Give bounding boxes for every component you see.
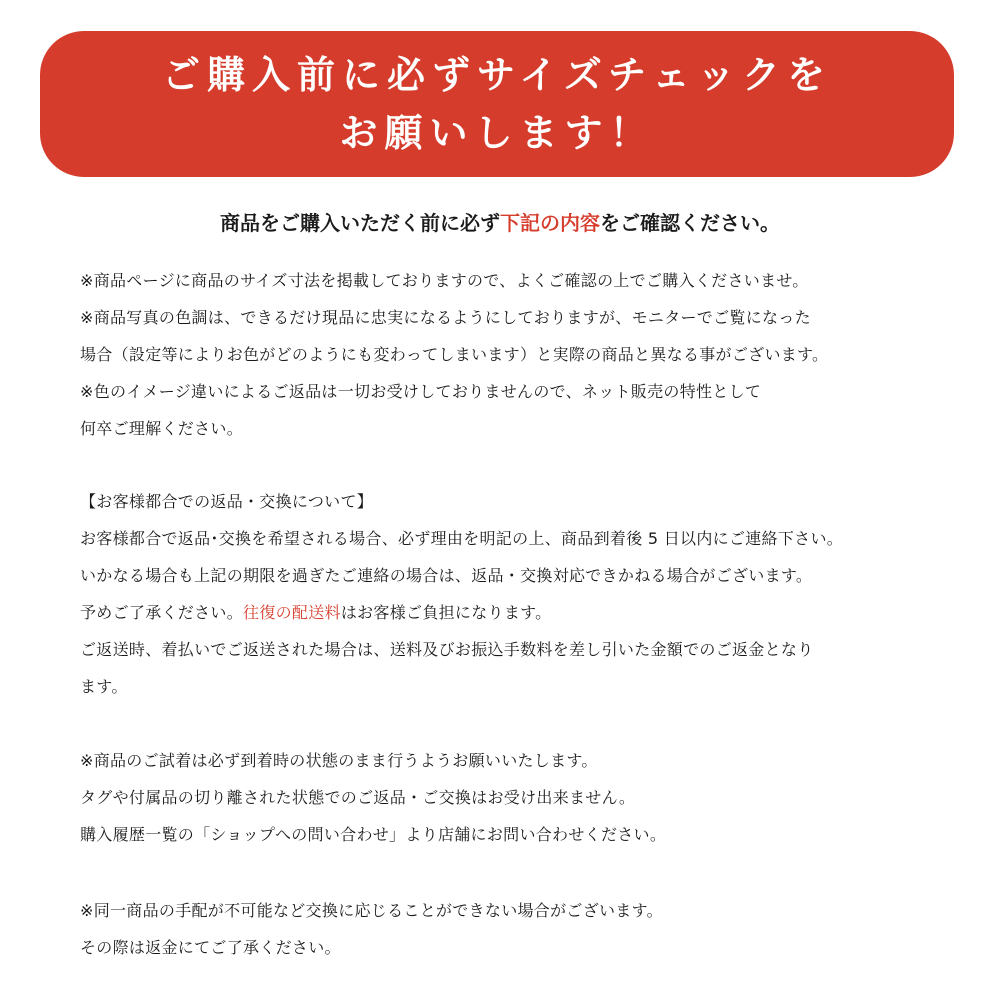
returns-line: お客様都合で返品･交換を希望される場合、必ず理由を明記の上、商品到着後 5 日以内にご連絡下さい。 <box>80 529 844 548</box>
lead-highlight: 下記の内容 <box>500 211 600 235</box>
returns-line: ます。 <box>80 677 128 696</box>
notes-line: 場合（設定等によりお色がどのようにも変わってしまいます）と実際の商品と異なる事がございます。 <box>80 345 829 364</box>
notes-line: ※商品写真の色調は、できるだけ現品に忠実になるようにしておりますが、モニターでご覧になった <box>80 308 811 327</box>
notes-line: ※商品ページに商品のサイズ寸法を掲載しておりますので、よくご確認の上でご購入くださいませ。 <box>80 271 809 290</box>
lead-text-before: 商品をご購入いただく前に必ず <box>220 211 500 235</box>
returns-text-after: はお客様ご負担になります。 <box>340 603 552 622</box>
banner-title-line-1: ご購入前に必ずサイズチェックを <box>161 53 833 97</box>
notes-line: 何卒ご理解ください。 <box>80 419 244 438</box>
notes-line: ※色のイメージ違いによるご返品は一切お受けしておりませんので、ネット販売の特性として <box>80 382 762 401</box>
trial-line: 購入履歴一覧の「ショップへの問い合わせ」より店舗にお問い合わせください。 <box>80 825 667 844</box>
returns-line: ご返送時、着払いでご返送された場合は、送料及びお振込手数料を差し引いた金額でのご返金となり <box>80 640 814 659</box>
returns-section <box>80 483 960 705</box>
exchange-section <box>80 892 960 966</box>
banner-title-line-2: お願いします！ <box>339 111 655 155</box>
trial-line: ※商品のご試着は必ず到着時の状態のまま行うようお願いいたします。 <box>80 751 598 770</box>
returns-line <box>80 594 960 631</box>
trial-line: タグや付属品の切り離された状態でのご返品・ご交換はお受け出来ません。 <box>80 788 636 807</box>
notes-section <box>80 262 960 447</box>
returns-line: いかなる場合も上記の期限を過ぎたご連絡の場合は、返品・交換対応できかねる場合がございます。 <box>80 566 813 585</box>
trial-section <box>80 742 960 853</box>
returns-text-before: 予めご了承ください。 <box>80 603 244 622</box>
exchange-line: その際は返金にてご了承ください。 <box>80 938 341 957</box>
lead-text-after: をご確認ください。 <box>600 211 780 235</box>
shipping-fee-highlight: 往復の配送料 <box>243 603 341 622</box>
exchange-line: ※同一商品の手配が不可能など交換に応じることができない場合がございます。 <box>80 901 663 920</box>
warning-banner <box>40 31 954 177</box>
lead-sentence <box>0 206 1000 240</box>
returns-heading: 【お客様都合での返品・交換について】 <box>80 492 374 511</box>
